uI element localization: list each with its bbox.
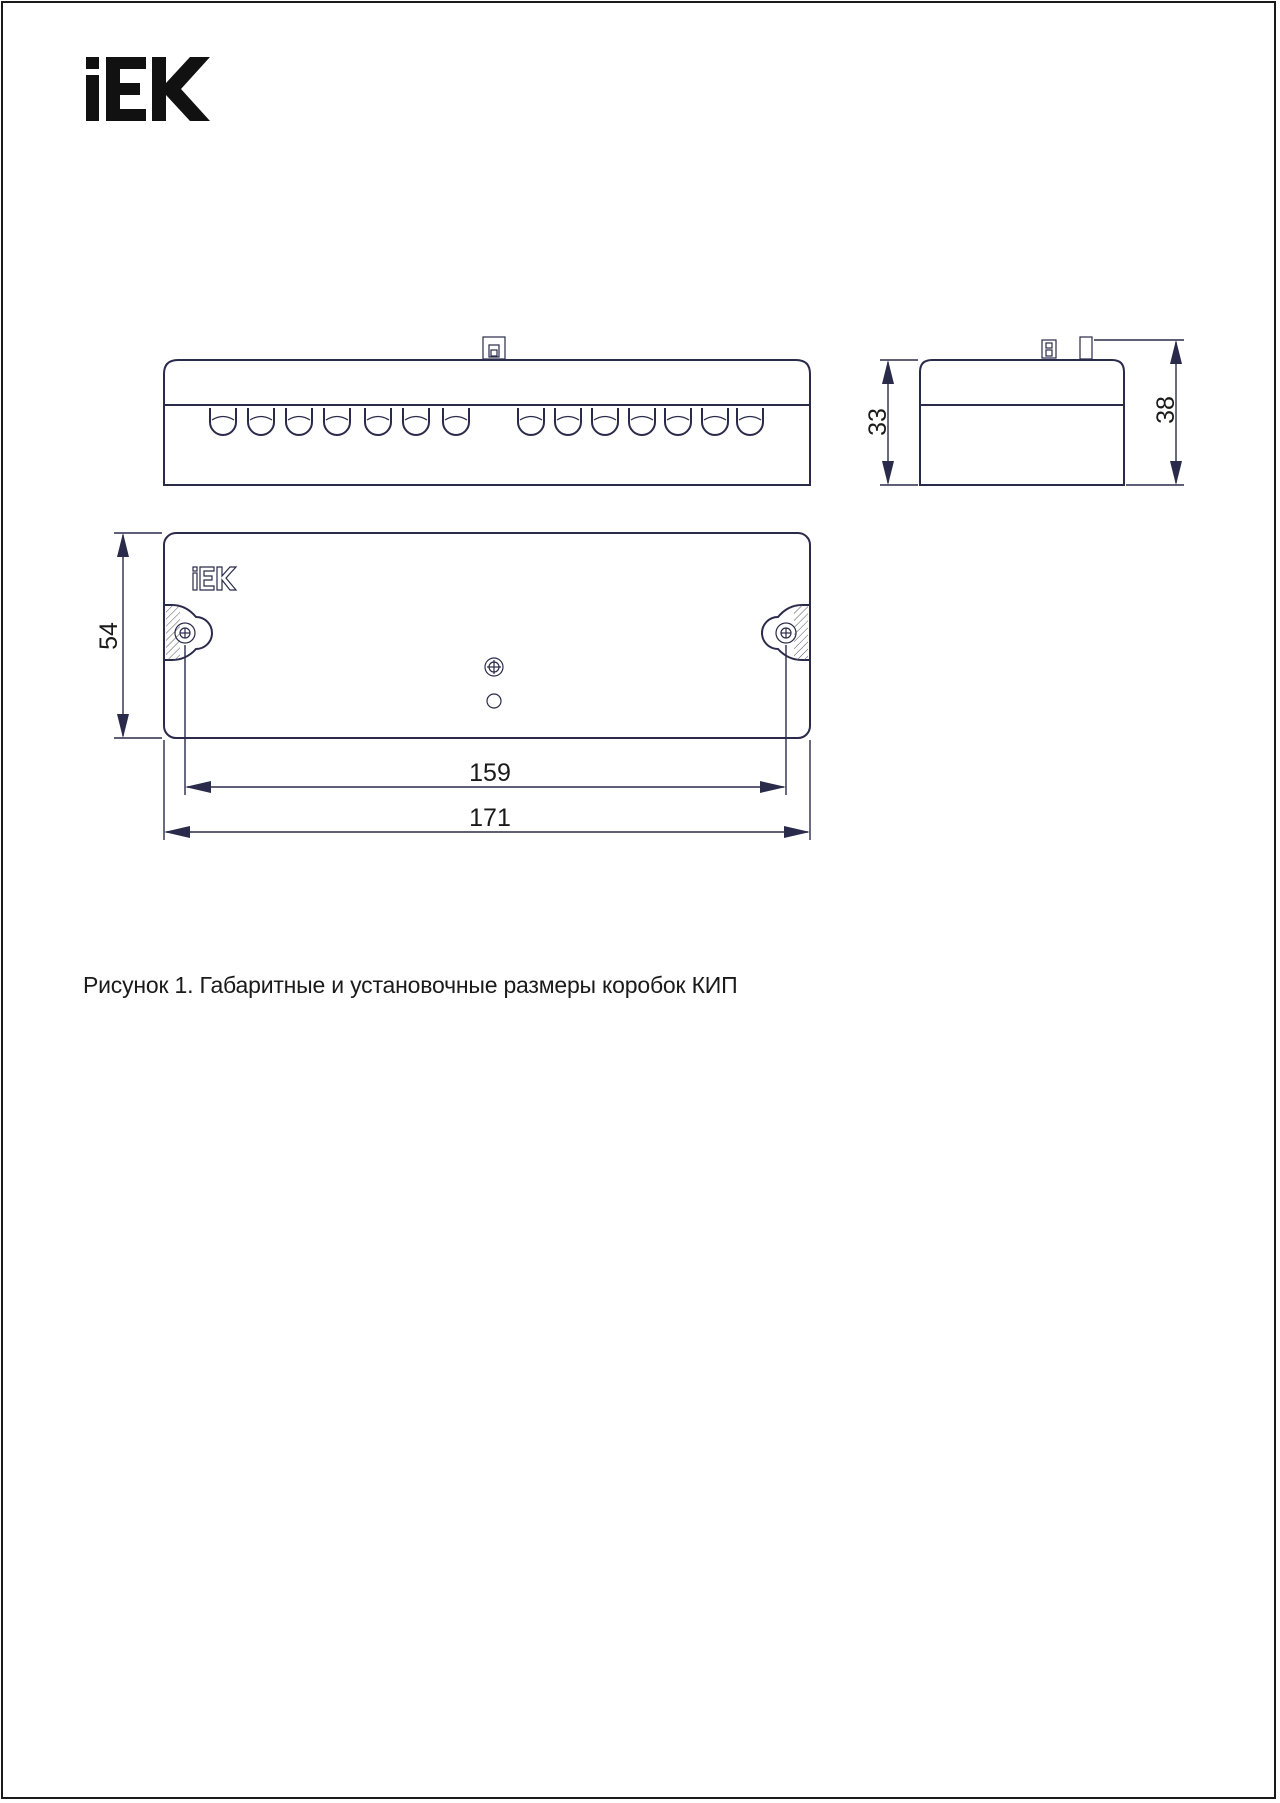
top-view — [114, 533, 810, 840]
dim-side-height: 33 — [864, 408, 892, 436]
front-view — [164, 337, 810, 485]
lid-logo — [193, 567, 236, 590]
seal-hole — [487, 694, 501, 708]
figure-caption: Рисунок 1. Габаритные и установочные размеры коробок КИП — [83, 972, 738, 998]
terminal-row-right — [518, 408, 763, 435]
dim-overall-length: 171 — [469, 804, 511, 832]
dim-side-height-total: 38 — [1152, 396, 1180, 424]
dim-depth: 54 — [95, 622, 123, 650]
side-view — [880, 337, 1184, 485]
mounting-lug-left — [164, 605, 212, 660]
terminal-row-left — [210, 408, 469, 435]
lid-screw — [485, 658, 503, 676]
dim-mount-spacing: 159 — [469, 759, 511, 787]
